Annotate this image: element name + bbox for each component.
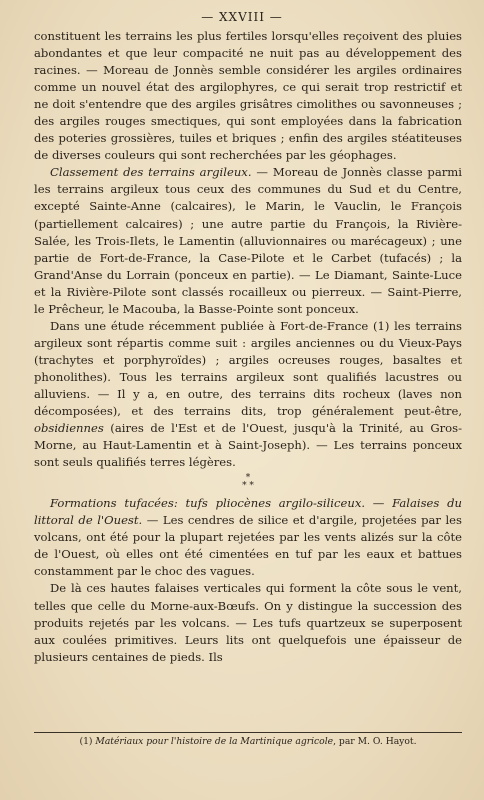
footnote bbox=[34, 736, 462, 748]
footnote-title: Matériaux pour l'histoire de la Martinique agricole bbox=[95, 736, 334, 747]
paragraph-etude bbox=[34, 318, 462, 471]
paragraph-classement bbox=[34, 164, 462, 317]
term-obsidiennes: obsidiennes bbox=[34, 421, 104, 436]
section-separator bbox=[34, 474, 462, 490]
paragraph-formations-text: — Les cendres de silice et d'argile, projetées par les volcans, ont été pour la plupart rejetées par les vents alizés sur la côte de l'Ouest, où elles ont été cimentées en tuf par les eaux et battues constamment par le choc des vagues. bbox=[34, 513, 462, 579]
section-heading-classement: Classement des terrains argileux. bbox=[50, 165, 252, 180]
page-number-header: — XXVIII — bbox=[201, 10, 283, 24]
footnote-author: , par M. O. Hayot. bbox=[333, 736, 417, 747]
paragraph-etude-text-1: Dans une étude récemment publiée à Fort-de-France (1) les terrains argileux sont répartis comme suit : argiles anciennes ou du Vieux-Pays (trachytes et porphyroïdes) ; argiles ocreuses rouges, basaltes et phonolithes). Tous les terrains argileux sont qualifiés lacustres ou alluviens. — Il y a, en outre, des terrains dits rocheux (laves non décomposées), et des terrains dits, trop généralement peut-être, bbox=[34, 318, 462, 419]
section-heading-formations: Formations tufacées: tufs pliocènes argilo-siliceux. — Falaises du littoral de l'Ouest. bbox=[34, 496, 462, 528]
separator-star-bottom: * * bbox=[242, 481, 254, 492]
footnote-marker: (1) bbox=[79, 736, 96, 747]
paragraph-formations bbox=[34, 495, 462, 580]
paragraph-argiles: constituent les terrains les plus fertiles lorsqu'elles reçoivent des pluies abondantes et que leur compacité ne nuit pas au développement des racines. — Moreau de Jonnès semble considérer les argiles ordinaires comme un nouvel état des argilophyres, ce qui serait trop restrictif et ne doit s'entendre que des argiles grisâtres cimolithes ou savonneuses ; des argiles rouges smectiques, qui sont employées dans la fabrication des poteries grossières, tuiles et briques ; enfin des argiles stéatiteuses de diverses couleurs qui sont recherchées par les géophages. bbox=[34, 29, 462, 163]
paragraph-falaises: De là ces hautes falaises verticales qui forment la côte sous le vent, telles que celle du Morne-aux-Bœufs. On y distingue la succession des produits rejetés par les volcans. — Les tufs quartzeux se superposent aux coulées primitives. Leurs lits ont quelquefois une épaisseur de plusieurs centaines de pieds. Ils bbox=[34, 581, 462, 664]
paragraph-etude-text-2: (aires de l'Est et de l'Ouest, jusqu'à la Trinité, au Gros-Morne, au Haut-Lamentin et à Saint-Joseph). — Les terrains ponceux sont seuls qualifiés terres légères. bbox=[34, 421, 462, 470]
paragraph-classement-text: — Moreau de Jonnès classe parmi les terrains argileux tous ceux des communes du Sud et du Centre, excepté Sainte-Anne (calcaires), le Marin, le Vauclin, le François (partiellement calcaires) ; une autre partie du François, la Rivière-Salée, les Trois-Ilets, le Lamentin (alluvionnaires ou marécageux) ; une partie de Fort-de-France, la Case-Pilote et le Carbet (tufacés) ; la Grand'Anse du Lorrain (ponceux en partie). — Le Diamant, Sainte-Luce et la Rivière-Pilote sont classés rocailleux ou pierreux. — Saint-Pierre, le Prêcheur, le Macouba, la Basse-Pointe sont ponceux. bbox=[34, 165, 462, 316]
footnote-divider bbox=[34, 732, 462, 733]
document-body bbox=[34, 28, 462, 666]
separator-star-top: * bbox=[245, 473, 251, 484]
